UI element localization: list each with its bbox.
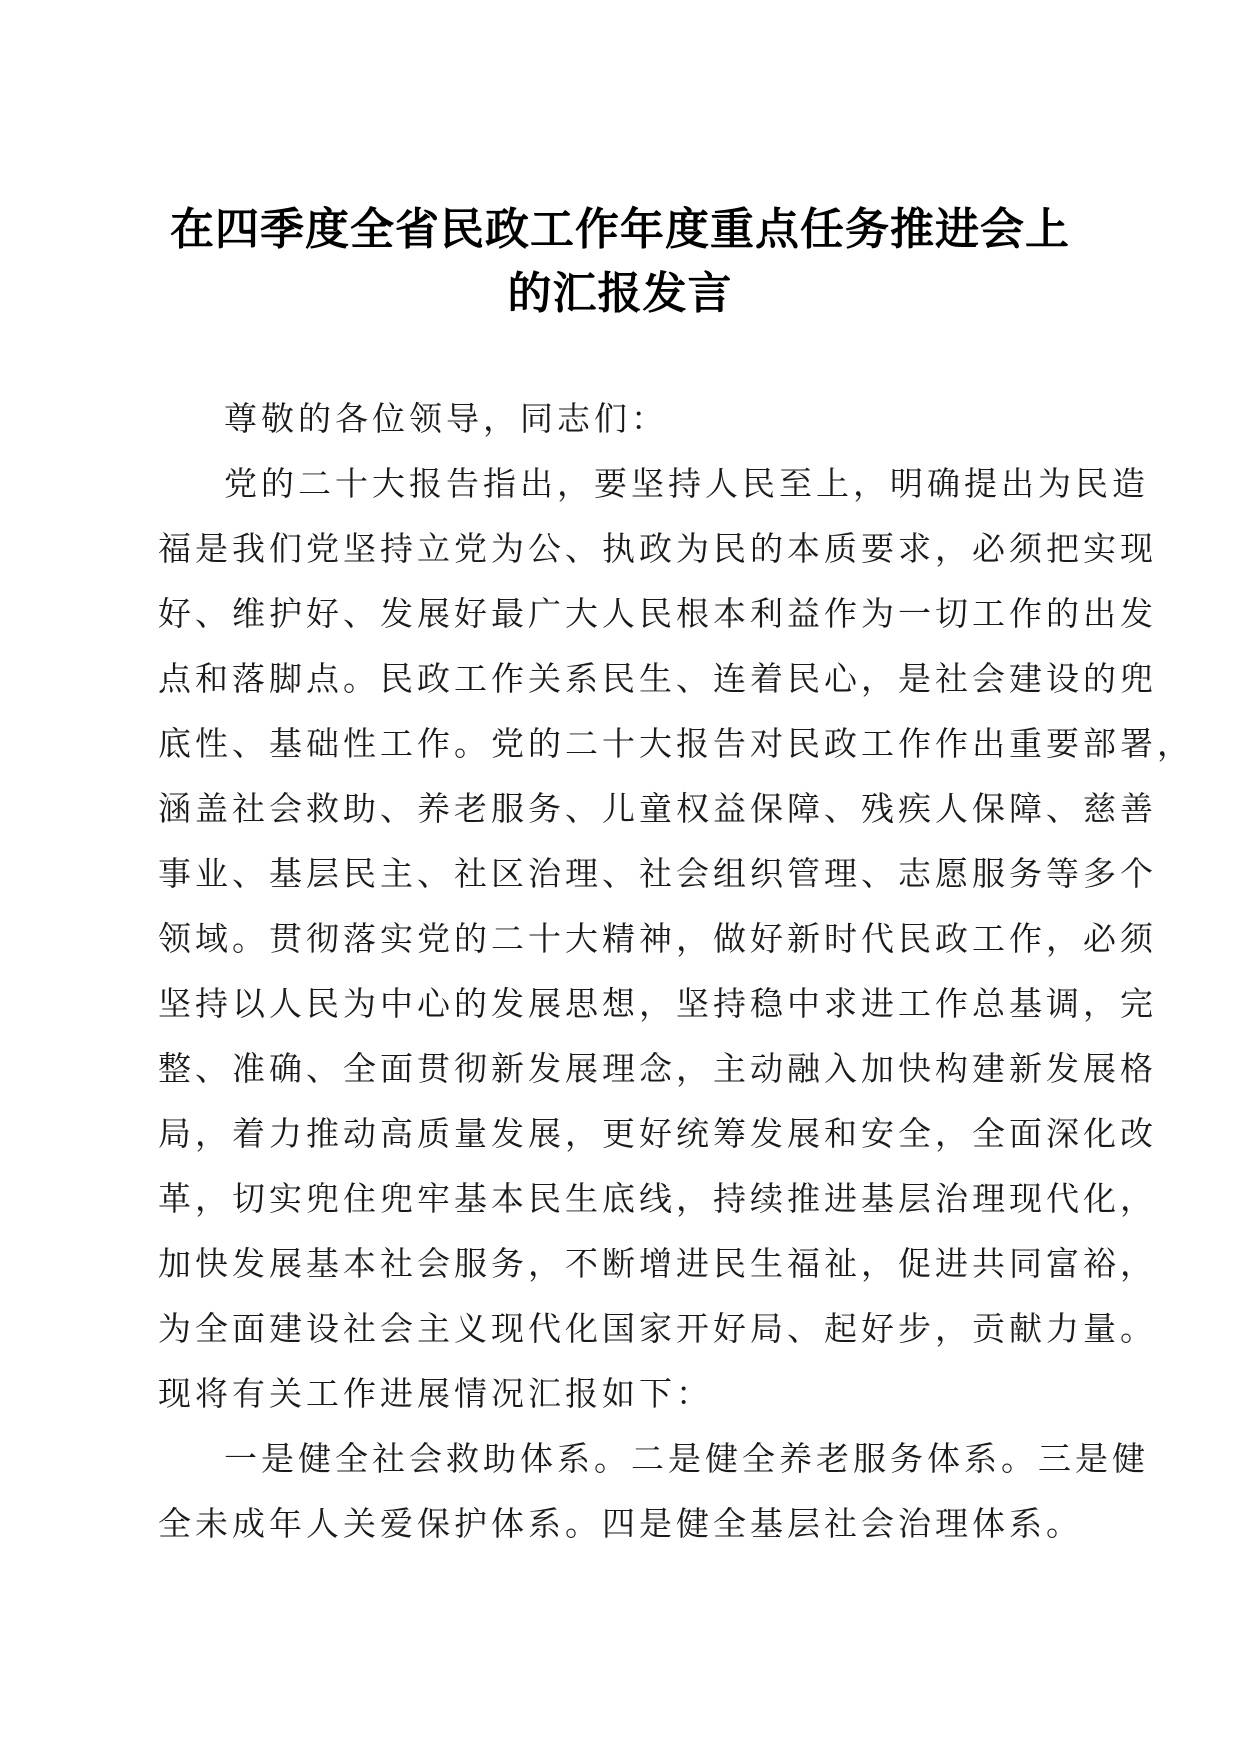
paragraph-line: 涵盖社会救助、养老服务、儿童权益保障、残疾人保障、慈善 [158, 789, 1157, 828]
paragraph-line: 党的二十大报告指出，要坚持人民至上，明确提出为民造 [224, 464, 1149, 503]
paragraph-line: 一是健全社会救助体系。二是健全养老服务体系。三是健 [224, 1439, 1149, 1478]
title-line: 的汇报发言 [507, 268, 733, 319]
paragraph-line: 现将有关工作进展情况汇报如下： [158, 1374, 713, 1413]
greeting-paragraph [158, 386, 1088, 451]
title-line: 在四季度全省民政工作年度重点任务推进会上 [170, 204, 1070, 255]
intro-paragraph [158, 451, 1194, 1426]
paragraph-line: 事业、基层民主、社区治理、社会组织管理、志愿服务等多个 [158, 854, 1157, 893]
paragraph-line: 整、准确、全面贯彻新发展理念，主动融入加快构建新发展格 [158, 1049, 1157, 1088]
paragraph-line: 革，切实兜住兜牢基本民生底线，持续推进基层治理现代化， [158, 1179, 1157, 1218]
paragraph-line: 福是我们党坚持立党为公、执政为民的本质要求，必须把实现 [158, 529, 1157, 568]
paragraph-line: 为全面建设社会主义现代化国家开好局、起好步，贡献力量。 [158, 1309, 1157, 1348]
systems-paragraph [158, 1426, 1149, 1556]
paragraph-line: 点和落脚点。民政工作关系民生、连着民心，是社会建设的兜 [158, 659, 1157, 698]
document-title [140, 198, 1100, 326]
paragraph-line: 坚持以人民为中心的发展思想，坚持稳中求进工作总基调，完 [158, 984, 1157, 1023]
paragraph-line: 局，着力推动高质量发展，更好统筹发展和安全，全面深化改 [158, 1114, 1157, 1153]
paragraph-line: 全未成年人关爱保护体系。四是健全基层社会治理体系。 [158, 1504, 1083, 1543]
document-body [158, 386, 1194, 1556]
greeting-line: 尊敬的各位领导，同志们： [224, 399, 668, 438]
paragraph-line: 好、维护好、发展好最广大人民根本利益作为一切工作的出发 [158, 594, 1157, 633]
paragraph-line: 加快发展基本社会服务，不断增进民生福祉，促进共同富裕， [158, 1244, 1157, 1283]
paragraph-line: 领域。贯彻落实党的二十大精神，做好新时代民政工作，必须 [158, 919, 1157, 958]
paragraph-line: 底性、基础性工作。党的二十大报告对民政工作作出重要部署， [158, 724, 1194, 763]
